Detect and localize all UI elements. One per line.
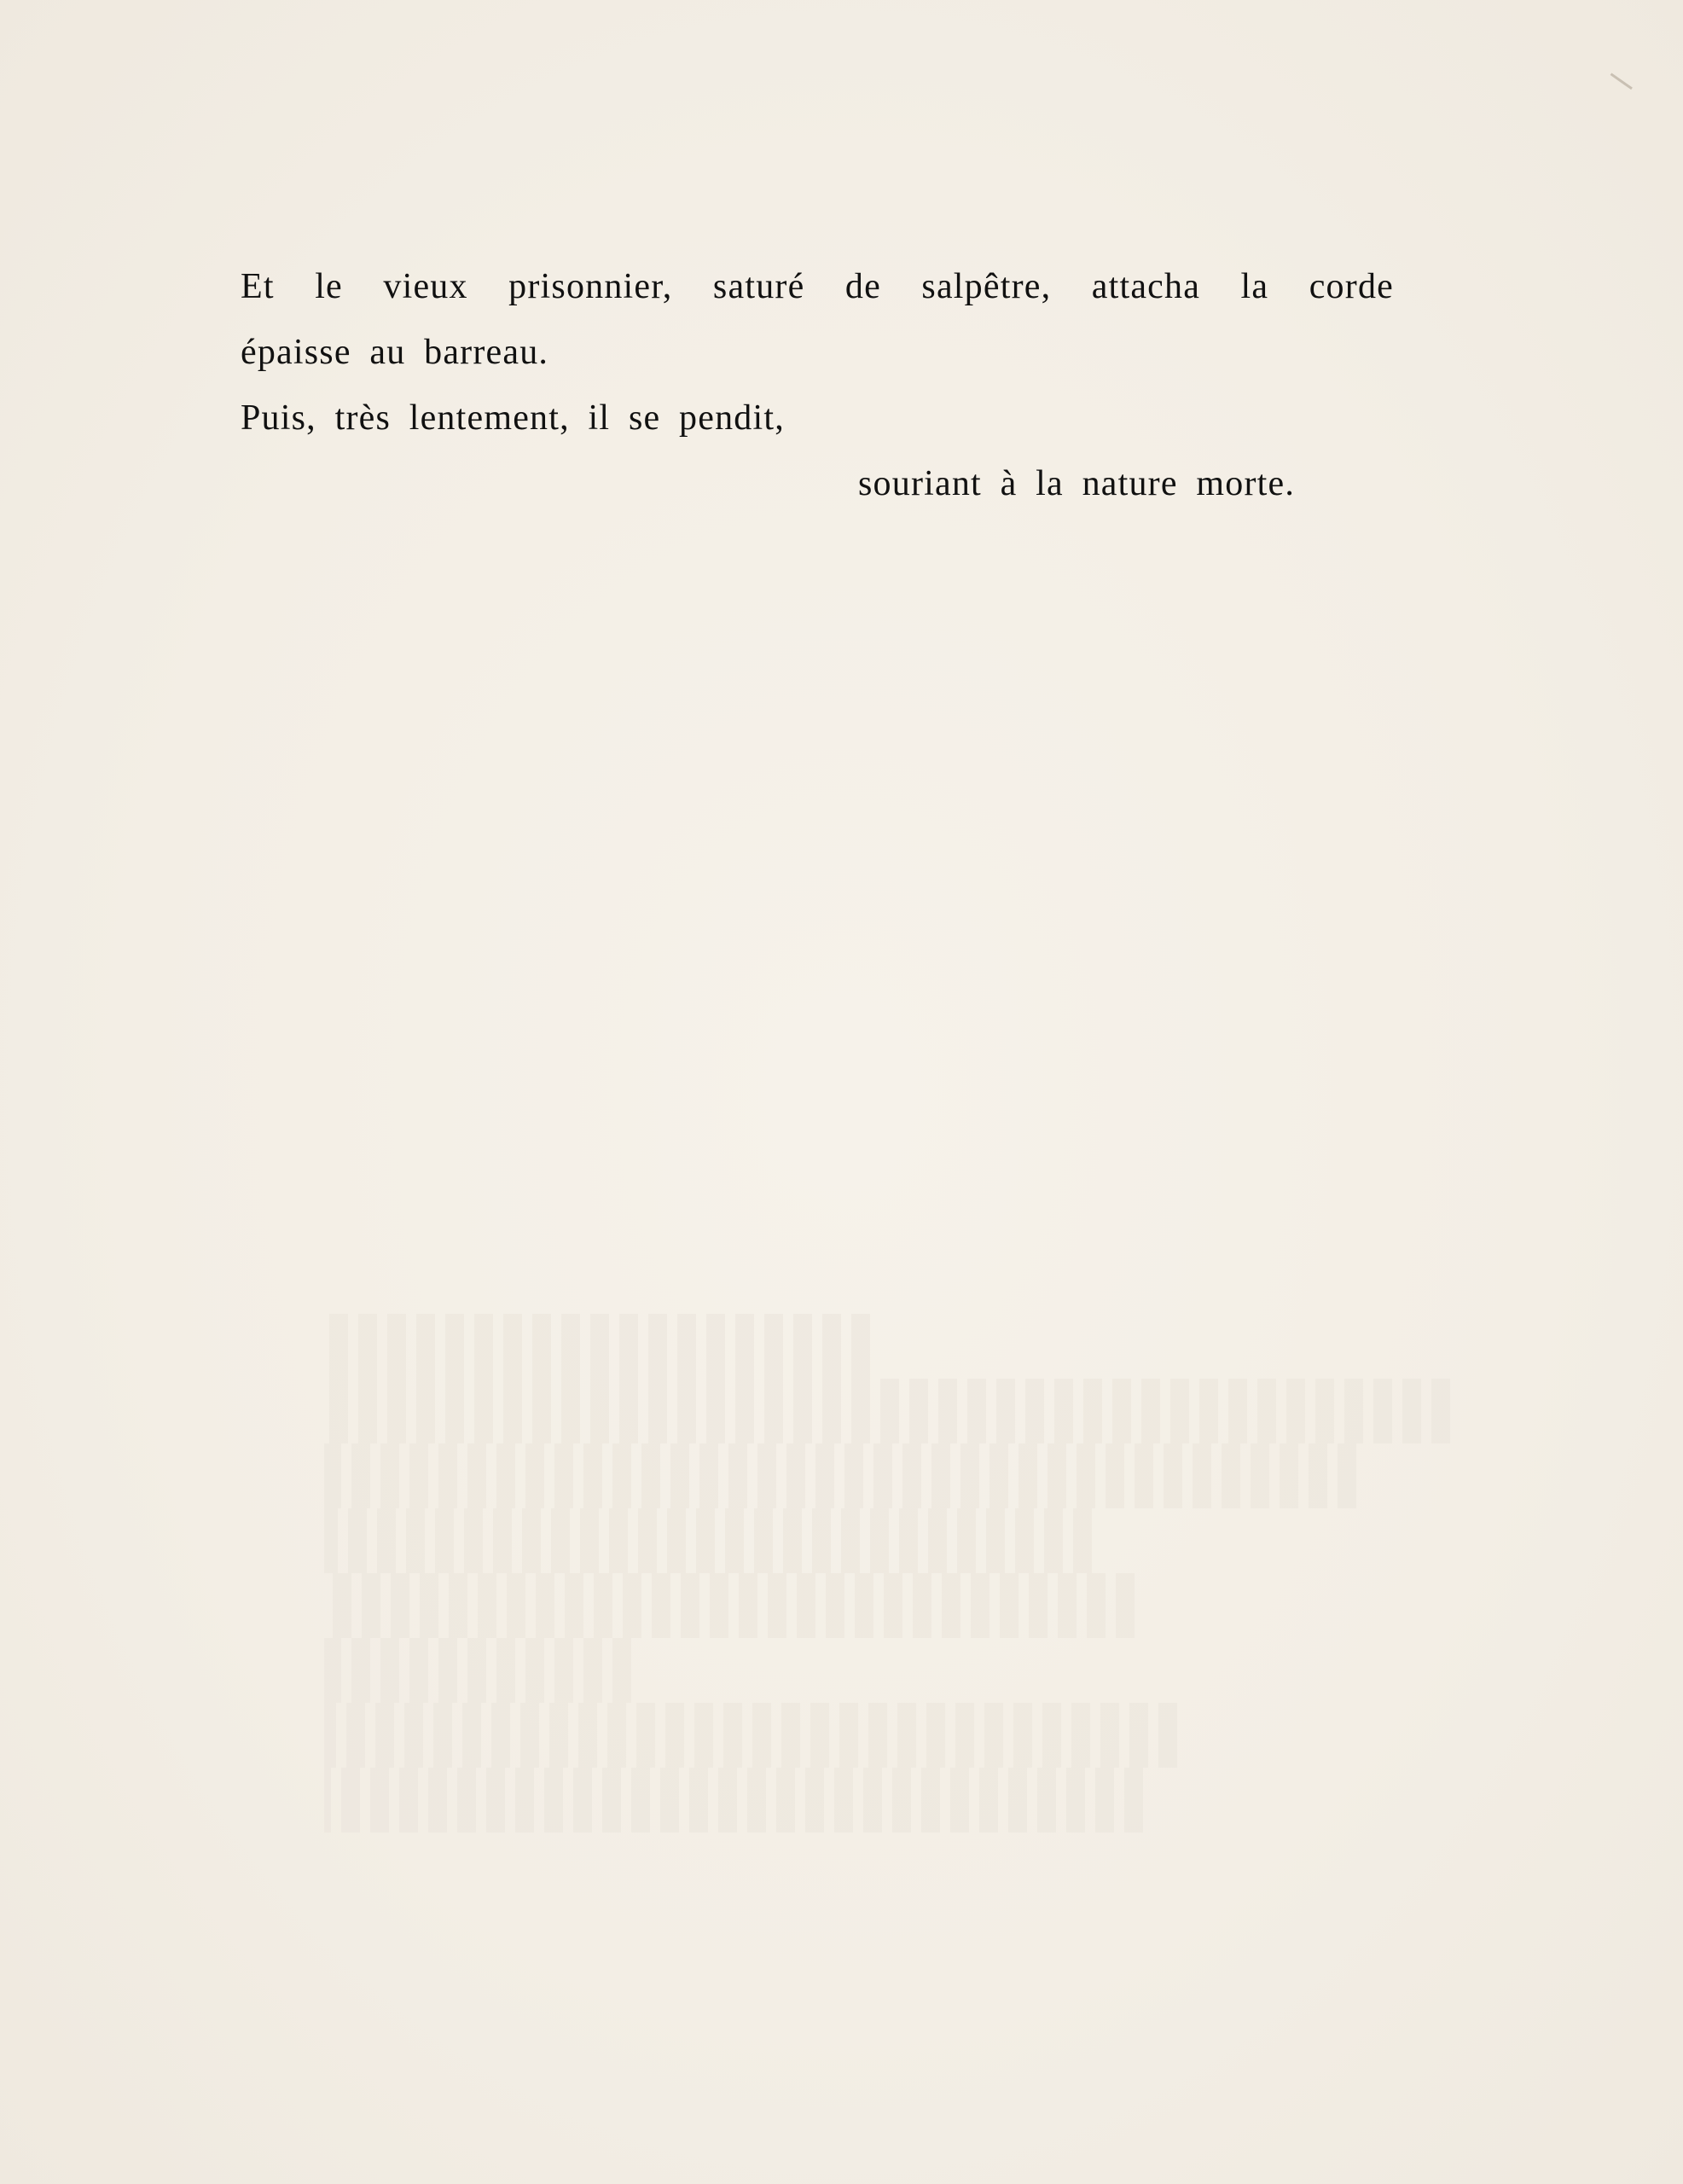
show-through-line (324, 1314, 870, 1379)
show-through-line (324, 1443, 1356, 1508)
show-through-line (324, 1379, 1450, 1443)
poem-line-1: Et le vieux prisonnier, saturé de salpêtre, attacha la corde (241, 267, 1394, 306)
page-corner-fold (1600, 73, 1633, 103)
reverse-side-show-through (324, 964, 1450, 1833)
show-through-line (324, 1638, 631, 1703)
poem-line-4: souriant à la nature morte. (858, 464, 1296, 503)
poem-line-2: épaisse au barreau. (241, 333, 549, 372)
poem-line-3: Puis, très lentement, il se pendit, (241, 398, 785, 438)
show-through-line (324, 1768, 1143, 1833)
show-through-line (324, 1703, 1177, 1768)
show-through-title-shape (324, 964, 1450, 1083)
show-through-line (324, 1508, 1092, 1573)
show-through-line (324, 1573, 1135, 1638)
poem-text (241, 254, 1401, 517)
